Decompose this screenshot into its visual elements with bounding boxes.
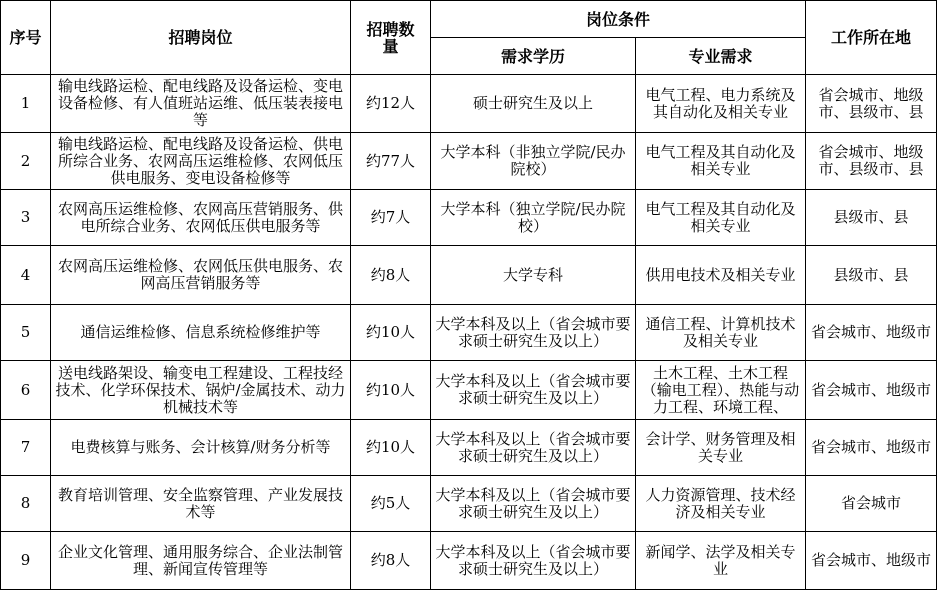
cell-education: 大学本科（非独立学院/民办院校） <box>431 133 636 190</box>
cell-major: 会计学、财务管理及相关专业 <box>636 420 806 476</box>
cell-no: 2 <box>1 133 51 190</box>
cell-count: 约8人 <box>351 246 431 305</box>
cell-location: 县级市、县 <box>806 190 937 246</box>
cell-education: 大学本科及以上（省会城市要求硕士研究生及以上） <box>431 305 636 361</box>
cell-education: 大学本科（独立学院/民办院校） <box>431 190 636 246</box>
header-education: 需求学历 <box>431 38 636 75</box>
cell-count: 约12人 <box>351 75 431 133</box>
cell-position: 通信运维检修、信息系统检修维护等 <box>51 305 351 361</box>
table-row <box>1 420 937 476</box>
cell-count: 约77人 <box>351 133 431 190</box>
cell-major: 通信工程、计算机技术及相关专业 <box>636 305 806 361</box>
header-position: 招聘岗位 <box>51 1 351 75</box>
cell-location: 省会城市、地级市、县级市、县 <box>806 75 937 133</box>
cell-position: 输电线路运检、配电线路及设备运检、供电所综合业务、农网高压运维检修、农网低压供电服务、变电设备检修等 <box>51 133 351 190</box>
cell-no: 6 <box>1 361 51 420</box>
cell-major: 新闻学、法学及相关专业 <box>636 532 806 590</box>
cell-position: 农网高压运维检修、农网低压供电服务、农网高压营销服务等 <box>51 246 351 305</box>
header-row-1 <box>1 1 937 38</box>
cell-position: 农网高压运维检修、农网高压营销服务、供电所综合业务、农网低压供电服务等 <box>51 190 351 246</box>
table-row <box>1 190 937 246</box>
cell-location: 省会城市、地级市 <box>806 532 937 590</box>
cell-education: 大学本科及以上（省会城市要求硕士研究生及以上） <box>431 476 636 532</box>
cell-position: 教育培训管理、安全监察管理、产业发展技术等 <box>51 476 351 532</box>
header-conditions: 岗位条件 <box>431 1 806 38</box>
cell-position: 输电线路运检、配电线路及设备运检、变电设备检修、有人值班站运维、低压装表接电等 <box>51 75 351 133</box>
cell-major: 土木工程、土木工程（输电工程）、热能与动力工程、环境工程、 <box>636 361 806 420</box>
table-row <box>1 305 937 361</box>
cell-location: 省会城市、地级市、县级市、县 <box>806 133 937 190</box>
cell-no: 9 <box>1 532 51 590</box>
cell-no: 1 <box>1 75 51 133</box>
cell-education: 大学本科及以上（省会城市要求硕士研究生及以上） <box>431 532 636 590</box>
header-no: 序号 <box>1 1 51 75</box>
cell-no: 4 <box>1 246 51 305</box>
cell-education: 大学专科 <box>431 246 636 305</box>
table-row <box>1 532 937 590</box>
cell-location: 省会城市、地级市 <box>806 361 937 420</box>
cell-education: 大学本科及以上（省会城市要求硕士研究生及以上） <box>431 361 636 420</box>
cell-location: 省会城市、地级市 <box>806 305 937 361</box>
header-major: 专业需求 <box>636 38 806 75</box>
cell-count: 约5人 <box>351 476 431 532</box>
cell-major: 电气工程及其自动化及相关专业 <box>636 190 806 246</box>
cell-location: 省会城市、地级市 <box>806 420 937 476</box>
table-row <box>1 361 937 420</box>
cell-location: 县级市、县 <box>806 246 937 305</box>
table-row <box>1 246 937 305</box>
cell-location: 省会城市 <box>806 476 937 532</box>
cell-position: 送电线路架设、输变电工程建设、工程技经技术、化学环保技术、锅炉/金属技术、动力机械技术等 <box>51 361 351 420</box>
cell-count: 约10人 <box>351 420 431 476</box>
cell-count: 约8人 <box>351 532 431 590</box>
cell-major: 电气工程、电力系统及其自动化及相关专业 <box>636 75 806 133</box>
header-location: 工作所在地 <box>806 1 937 75</box>
cell-major: 电气工程及其自动化及相关专业 <box>636 133 806 190</box>
cell-major: 供用电技术及相关专业 <box>636 246 806 305</box>
cell-education: 大学本科及以上（省会城市要求硕士研究生及以上） <box>431 420 636 476</box>
cell-position: 企业文化管理、通用服务综合、企业法制管理、新闻宣传管理等 <box>51 532 351 590</box>
cell-no: 7 <box>1 420 51 476</box>
cell-position: 电费核算与账务、会计核算/财务分析等 <box>51 420 351 476</box>
cell-no: 5 <box>1 305 51 361</box>
cell-no: 3 <box>1 190 51 246</box>
table-row <box>1 133 937 190</box>
cell-count: 约10人 <box>351 305 431 361</box>
cell-no: 8 <box>1 476 51 532</box>
table-row <box>1 476 937 532</box>
cell-major: 人力资源管理、技术经济及相关专业 <box>636 476 806 532</box>
cell-education: 硕士研究生及以上 <box>431 75 636 133</box>
header-count: 招聘数量 <box>351 1 431 75</box>
cell-count: 约10人 <box>351 361 431 420</box>
cell-count: 约7人 <box>351 190 431 246</box>
table-row <box>1 75 937 133</box>
